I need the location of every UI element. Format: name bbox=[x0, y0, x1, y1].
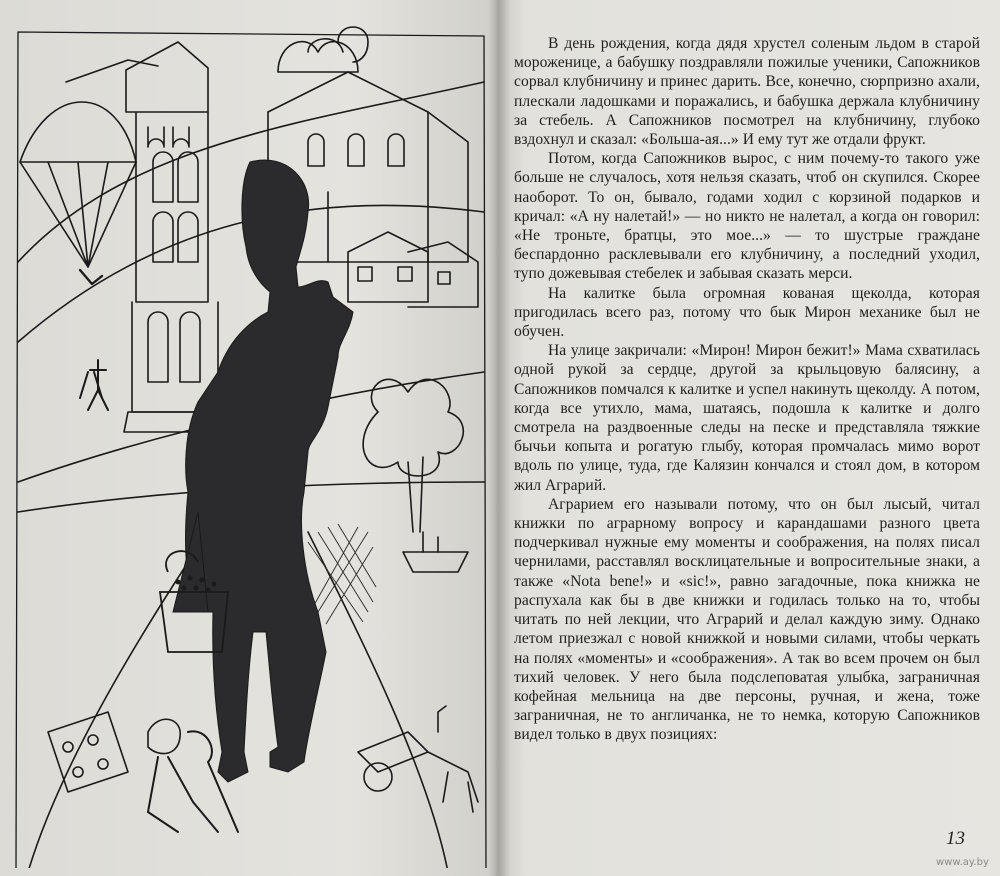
body-text bbox=[514, 34, 980, 745]
paragraph-4: На улице закричали: «Мирон! Мирон бежит!» Мама схватилась одной рукой за сердце, другой за крыльцовую балясину, а Сапожников помчался к калитке и успел накинуть щеколду. А потом, когда все утихло, мама, шатаясь, подошла к калитке и долго смотрела на раздвоенные следы на песке и представляла тяжкие бычьи копыта и рогатую глыбу, которая промчалась мимо ворот вдоль по улице, туда, где Калязин кончался и стоял дом, в котором жил Аграрий. bbox=[514, 342, 980, 494]
book-gutter bbox=[488, 0, 510, 876]
paragraph-3: На калитке была огромная кованая щеколда, которая пригодилась всего раз, потому что бык Мирон механике был не обучен. bbox=[514, 284, 980, 341]
paragraph-1: В день рождения, когда дядя хрустел соленым льдом в старой мороженице, а бабушку поздравляли пожилые ученики, Сапожников сорвал клубничину и принес дарить. Все, конечно, сюрпризно ахали, плескали ладошками и поражались, и бабушка держала клубничину за стебель. А Сапожников посмотрел на клубничину, глубоко вздохнул и сказал: «Больша-ая...» И ему тут же отдали фрукт. bbox=[514, 35, 980, 149]
page-number: 13 bbox=[946, 828, 965, 849]
paragraph-5: Аграрием его называли потому, что он был лысый, читал книжки по аграрному вопросу и карандашами разного цвета подчеркивал нужные ему моменты и соображения, на полях писал чернилами, расставлял восклицательные и вопросительные знаки, а также «Nota bene!» и «sic!», равно загадочные, пока книжка не распухала как бы в две книжки и годилась только на то, чтобы читать по ней лекции, что Аграрий и делал каждую зиму. Однако летом приезжал с новой книжкой и новыми силами, чтобы черкать на полях «моменты» и «соображения». А так во всем прочем он был тихий человек. У него была подслеповатая улыбка, заграничная кофейная мельница на две персоны, ручная, и жена, тоже заграничная, не то англичанка, не то немка, которую Сапожников видел только в двух позициях: bbox=[514, 495, 980, 744]
watermark: www.ay.by bbox=[936, 857, 989, 868]
ink-drawing bbox=[8, 12, 488, 868]
illustration bbox=[8, 12, 488, 868]
paragraph-2: Потом, когда Сапожников вырос, с ним почему-то такого уже больше не случалось, хотя нельзя сказать, чтоб он скупился. Скорее наоборот. То он, бывало, годами ходил с корзиной подарков и кричал: «А ну налетай!» — но никто не налетал, а когда он говорил: «Не троньте, братцы, это мое...» — то шустрые граждане беспардонно расклевывали его клубничину, а последний уходил, тупо дожевывая стебелек и забывая сказать мерси. bbox=[514, 150, 980, 283]
